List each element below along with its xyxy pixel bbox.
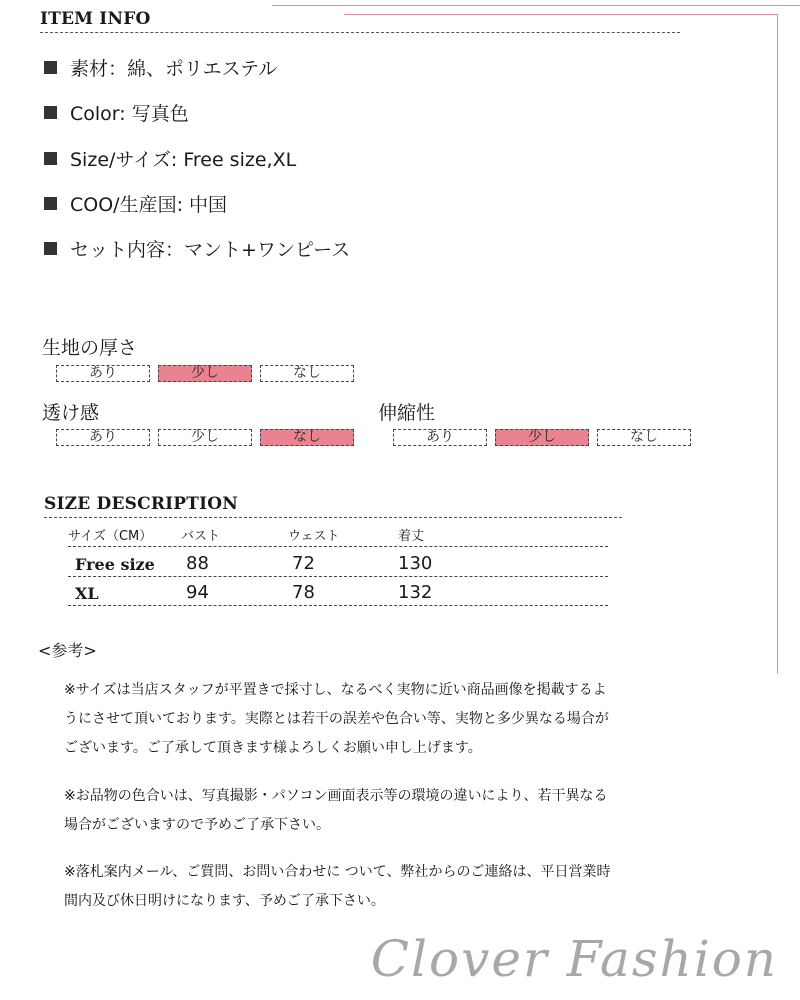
- bullet-square-icon: [44, 242, 57, 255]
- item-info-origin: [44, 190, 227, 217]
- size-length: 132: [398, 582, 433, 603]
- item-info-size: [44, 145, 296, 172]
- decor-line-top-2: [344, 14, 778, 15]
- item-info-color: [44, 99, 189, 126]
- thickness-label: 生地の厚さ: [42, 337, 138, 359]
- table-row: [68, 548, 608, 577]
- bullet-text: Size/サイズ: Free size,XL: [70, 149, 297, 171]
- size-col-waist: ウェスト: [288, 529, 340, 544]
- size-waist: 72: [292, 553, 315, 574]
- sheer-option-sukoshi: 少し: [158, 429, 252, 446]
- item-info-material: [44, 54, 277, 81]
- thickness-option-ari: あり: [56, 365, 150, 382]
- thickness-option-nashi: なし: [260, 365, 354, 382]
- item-info-heading: ITEM INFO: [40, 9, 151, 29]
- size-col-length: 着丈: [398, 529, 425, 544]
- note-line: 場合がございますので予めご了承下さい。: [64, 817, 330, 833]
- bullet-text: Color: 写真色: [70, 103, 189, 125]
- decor-line-top-1: [272, 5, 800, 6]
- size-col-size: サイズ（CM）: [68, 529, 153, 544]
- size-length: 130: [398, 553, 433, 574]
- size-name: Free size: [75, 555, 155, 574]
- bullet-text: COO/生産国: 中国: [70, 194, 228, 216]
- bullet-square-icon: [44, 61, 57, 74]
- sheer-option-nashi: なし: [260, 429, 354, 446]
- stretch-label: 伸縮性: [378, 402, 436, 424]
- note-line: ※サイズは当店スタッフが平置きで採寸し、なるべく実物に近い商品画像を掲載するよ: [64, 682, 607, 698]
- bullet-square-icon: [44, 197, 57, 210]
- bullet-text: 素材：綿、ポリエステル: [70, 58, 278, 80]
- size-description-divider: [44, 517, 622, 518]
- size-bust: 88: [186, 553, 209, 574]
- sheer-label: 透け感: [42, 402, 100, 424]
- stretch-option-ari: あり: [393, 429, 487, 446]
- sheer-option-ari: あり: [56, 429, 150, 446]
- decor-line-right: [777, 14, 778, 674]
- size-table-header: [68, 520, 608, 547]
- reference-note-1: [64, 676, 704, 763]
- brand-logo: Clover Fashion: [370, 930, 778, 988]
- bullet-square-icon: [44, 106, 57, 119]
- bullet-square-icon: [44, 152, 57, 165]
- thickness-option-sukoshi: 少し: [158, 365, 252, 382]
- size-waist: 78: [292, 582, 315, 603]
- note-line: うにさせて頂いております。実際とは若干の誤差や色合い等、実物と多少異なる場合が: [64, 711, 609, 727]
- item-info-divider: [40, 32, 680, 33]
- reference-note-3: [64, 858, 704, 916]
- reference-heading: <参考>: [38, 641, 97, 660]
- note-line: ございます。ご了承して頂きます様よろしくお願い申し上げます。: [64, 740, 482, 756]
- item-info-set: [44, 235, 350, 262]
- note-line: ※落札案内メール、ご質問、お問い合わせに ついて、弊社からのご連絡は、平日営業時: [64, 864, 611, 880]
- stretch-option-sukoshi: 少し: [495, 429, 589, 446]
- bullet-text: セット内容：マント+ワンピース: [70, 239, 351, 261]
- size-bust: 94: [186, 582, 209, 603]
- size-description-heading: SIZE DESCRIPTION: [44, 494, 239, 514]
- note-line: ※お品物の色合いは、写真撮影・パソコン画面表示等の環境の違いにより、若干異なる: [64, 788, 608, 804]
- stretch-option-nashi: なし: [597, 429, 691, 446]
- size-col-bust: バスト: [181, 529, 221, 544]
- size-name: XL: [75, 584, 99, 603]
- table-row: [68, 577, 608, 606]
- note-line: 間内及び休日明けになります、予めご了承下さい。: [64, 893, 385, 909]
- reference-note-2: [64, 782, 704, 840]
